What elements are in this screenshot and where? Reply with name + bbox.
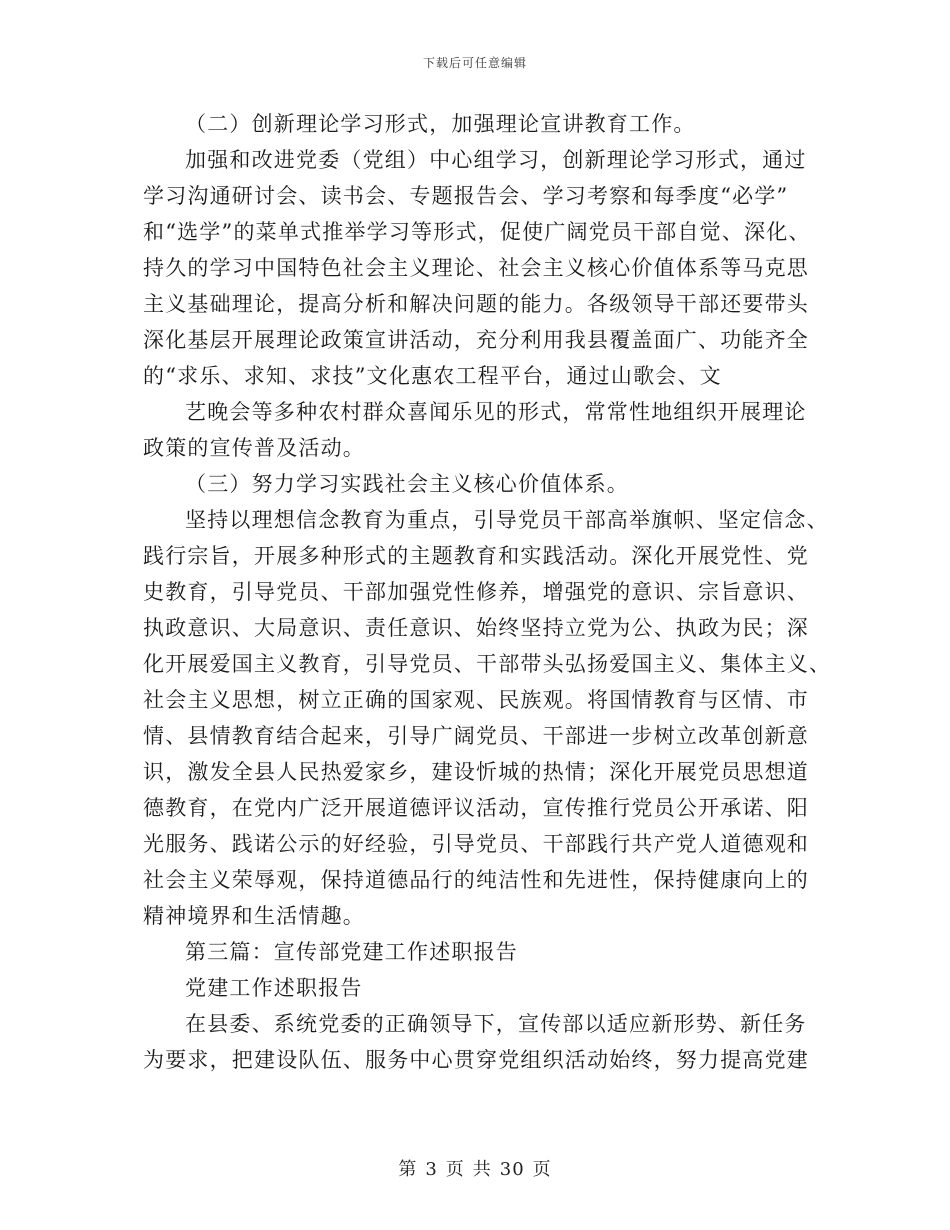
paragraph-line: 光服务、践诺公示的好经验，引导党员、干部践行共产党人道德观和 [143,832,809,856]
paragraph-line: 社会主义荣辱观，保持道德品行的纯洁性和先进性，保持健康向上的 [143,868,809,892]
document-body [143,106,832,1078]
paragraph-line: 执政意识、大局意识、责任意识、始终坚持立党为公、执政为民；深 [143,616,809,640]
paragraph-line: 艺晚会等多种农村群众喜闻乐见的形式，常常性地组织开展理论 [185,400,807,424]
footer-total-word: 共 [472,1159,492,1180]
paragraph-line: 和“选学”的菜单式推举学习等形式，促使广阔党员干部自觉、深化、 [143,220,811,244]
paragraph-line: 德教育，在党内广泛开展道德评议活动，宣传推行党员公开承诺、阳 [143,796,809,820]
paragraph-line: 的“求乐、求知、求技”文化惠农工程平台，通过山歌会、文 [143,364,722,388]
footer-page-word: 页 [445,1159,465,1180]
report-title: 党建工作述职报告 [185,976,363,1000]
section-heading: （三）努力学习实践社会主义核心价值体系。 [185,472,629,496]
section-heading: （二）创新理论学习形式，加强理论宣讲教育工作。 [185,112,696,136]
paragraph-line: 精神境界和生活情趣。 [143,904,365,928]
paragraph-line: 主义基础理论，提高分析和解决问题的能力。各级领导干部还要带头 [143,292,809,316]
footer-prefix: 第 [398,1159,418,1180]
paragraph-line: 史教育，引导党员、干部加强党性修养，增强党的意识、宗旨意识、 [143,580,809,604]
paragraph-line: 为要求，把建设队伍、服务中心贯穿党组织活动始终，努力提高党建 [143,1048,809,1072]
chapter-title: 第三篇：宣传部党建工作述职报告 [185,940,518,964]
paragraph-line: 持久的学习中国特色社会主义理论、社会主义核心价值体系等马克思 [143,256,809,280]
paragraph-line: 坚持以理想信念教育为重点，引导党员干部高举旗帜、坚定信念、 [185,508,829,532]
paragraph-line: 践行宗旨，开展多种形式的主题教育和实践活动。深化开展党性、党 [143,544,809,568]
current-page-number: 3 [425,1159,438,1180]
header-note: 下载后可任意编辑 [422,56,527,70]
paragraph-line: 深化基层开展理论政策宣讲活动，充分利用我县覆盖面广、功能齐全 [143,328,809,352]
paragraph-line: 识，激发全县人民热爱家乡，建设忻城的热情；深化开展党员思想道 [143,760,809,784]
paragraph-line: 社会主义思想，树立正确的国家观、民族观。将国情教育与区情、市 [143,688,809,712]
total-page-count: 30 [499,1159,525,1180]
paragraph-line: 加强和改进党委（党组）中心组学习，创新理论学习形式，通过 [185,148,807,172]
paragraph-line: 在县委、系统党委的正确领导下，宣传部以适应新形势、新任务 [185,1012,807,1036]
paragraph-line: 情、县情教育结合起来，引导广阔党员、干部进一步树立改革创新意 [143,724,809,748]
paragraph-line: 政策的宣传普及活动。 [143,436,365,460]
footer-suffix: 页 [532,1159,552,1180]
paragraph-line: 化开展爱国主义教育，引导党员、干部带头弘扬爱国主义、集体主义、 [143,652,832,676]
page-footer [0,1155,950,1181]
paragraph-line: 学习沟通研讨会、读书会、专题报告会、学习考察和每季度“必学” [143,184,789,208]
